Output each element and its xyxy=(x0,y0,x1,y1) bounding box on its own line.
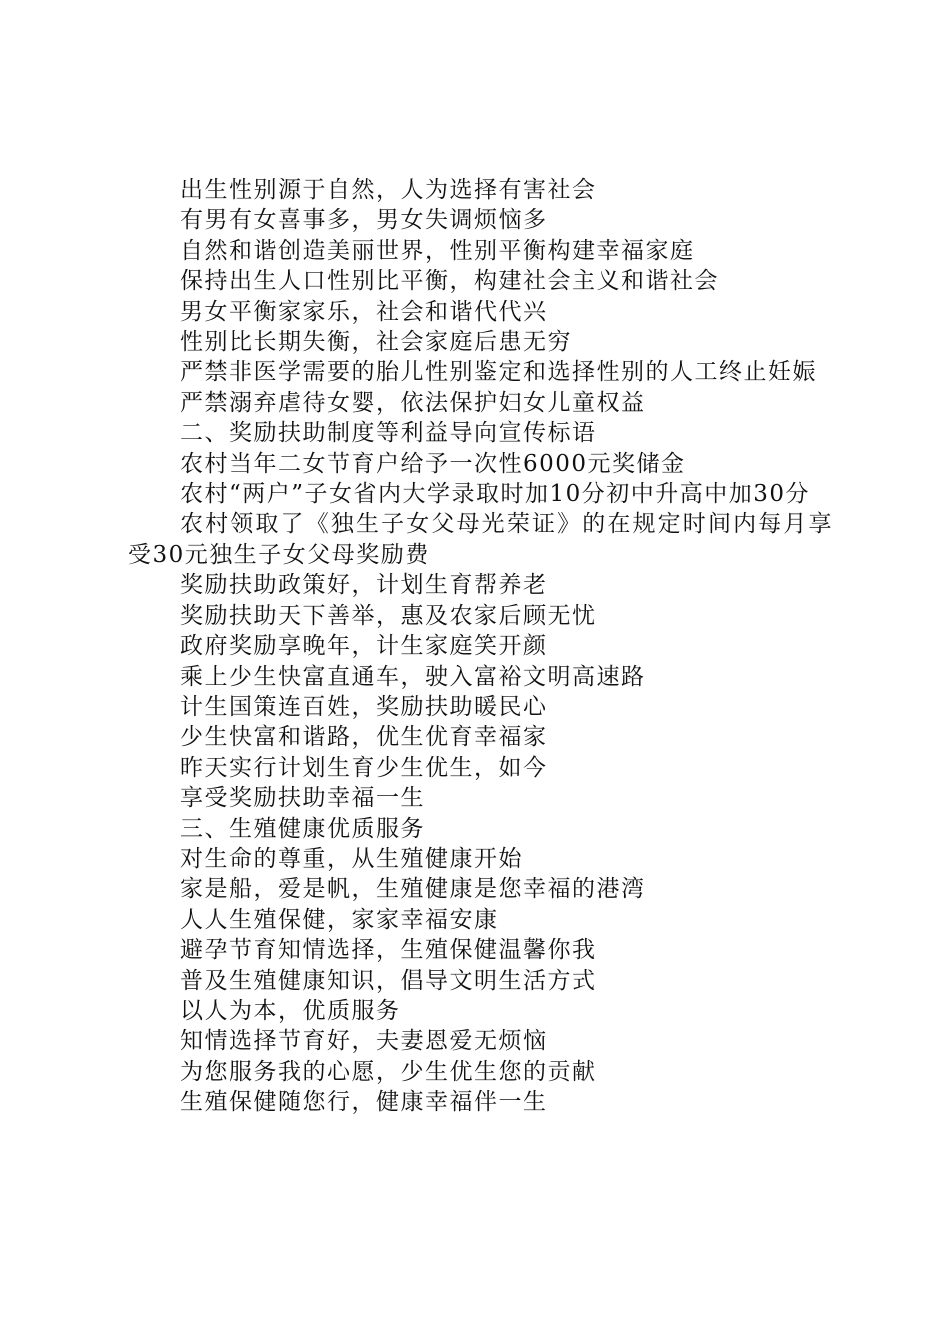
paragraph: 奖励扶助天下善举，惠及农家后顾无忧 xyxy=(180,602,597,629)
paragraph: 乘上少生快富直通车，驶入富裕文明高速路 xyxy=(180,663,646,690)
paragraph: 昨天实行计划生育少生优生，如今 xyxy=(180,754,548,781)
paragraph: 农村“两户”子女省内大学录取时加10分初中升高中加30分 xyxy=(180,481,811,508)
paragraph: 有男有女喜事多，男女失调烦恼多 xyxy=(180,207,548,234)
paragraph: 少生快富和谐路，优生优育幸福家 xyxy=(180,724,548,751)
paragraph: 严禁溺弃虐待女婴，依法保护妇女儿童权益 xyxy=(180,389,646,416)
document-body xyxy=(128,175,833,1118)
paragraph: 避孕节育知情选择，生殖保健温馨你我 xyxy=(180,937,597,964)
paragraph: 普及生殖健康知识，倡导文明生活方式 xyxy=(180,967,597,994)
paragraph: 人人生殖保健，家家幸福安康 xyxy=(180,906,499,933)
paragraph: 对生命的尊重，从生殖健康开始 xyxy=(180,845,523,872)
paragraph: 知情选择节育好，夫妻恩爱无烦恼 xyxy=(180,1028,548,1055)
paragraph: 自然和谐创造美丽世界，性别平衡构建幸福家庭 xyxy=(180,237,695,264)
paragraph: 以人为本，优质服务 xyxy=(180,997,401,1024)
paragraph: 享受奖励扶助幸福一生 xyxy=(180,785,425,812)
paragraph: 农村当年二女节育户给予一次性6000元奖储金 xyxy=(180,450,686,477)
paragraph: 奖励扶助政策好，计划生育帮养老 xyxy=(180,572,548,599)
paragraph: 政府奖励享晚年，计生家庭笑开颜 xyxy=(180,633,548,660)
paragraph: 家是船，爱是帆，生殖健康是您幸福的港湾 xyxy=(180,876,646,903)
paragraph: 为您服务我的心愿，少生优生您的贡献 xyxy=(180,1058,597,1085)
section-heading: 三、生殖健康优质服务 xyxy=(180,815,425,842)
paragraph: 严禁非医学需要的胎儿性别鉴定和选择性别的人工终止妊娠 xyxy=(180,359,817,386)
paragraph: 出生性别源于自然，人为选择有害社会 xyxy=(180,177,597,203)
paragraph: 生殖保健随您行，健康幸福伴一生 xyxy=(180,1089,548,1116)
paragraph: 性别比长期失衡，社会家庭后患无穷 xyxy=(180,329,572,356)
paragraph: 男女平衡家家乐，社会和谐代代兴 xyxy=(180,298,548,325)
paragraph: 农村领取了《独生子女父母光荣证》的在规定时间内每月享受30元独生子女父母奖励费 xyxy=(128,511,833,568)
paragraph: 保持出生人口性别比平衡，构建社会主义和谐社会 xyxy=(180,268,719,295)
paragraph: 计生国策连百姓，奖励扶助暖民心 xyxy=(180,693,548,720)
section-heading: 二、奖励扶助制度等利益导向宣传标语 xyxy=(180,420,597,447)
